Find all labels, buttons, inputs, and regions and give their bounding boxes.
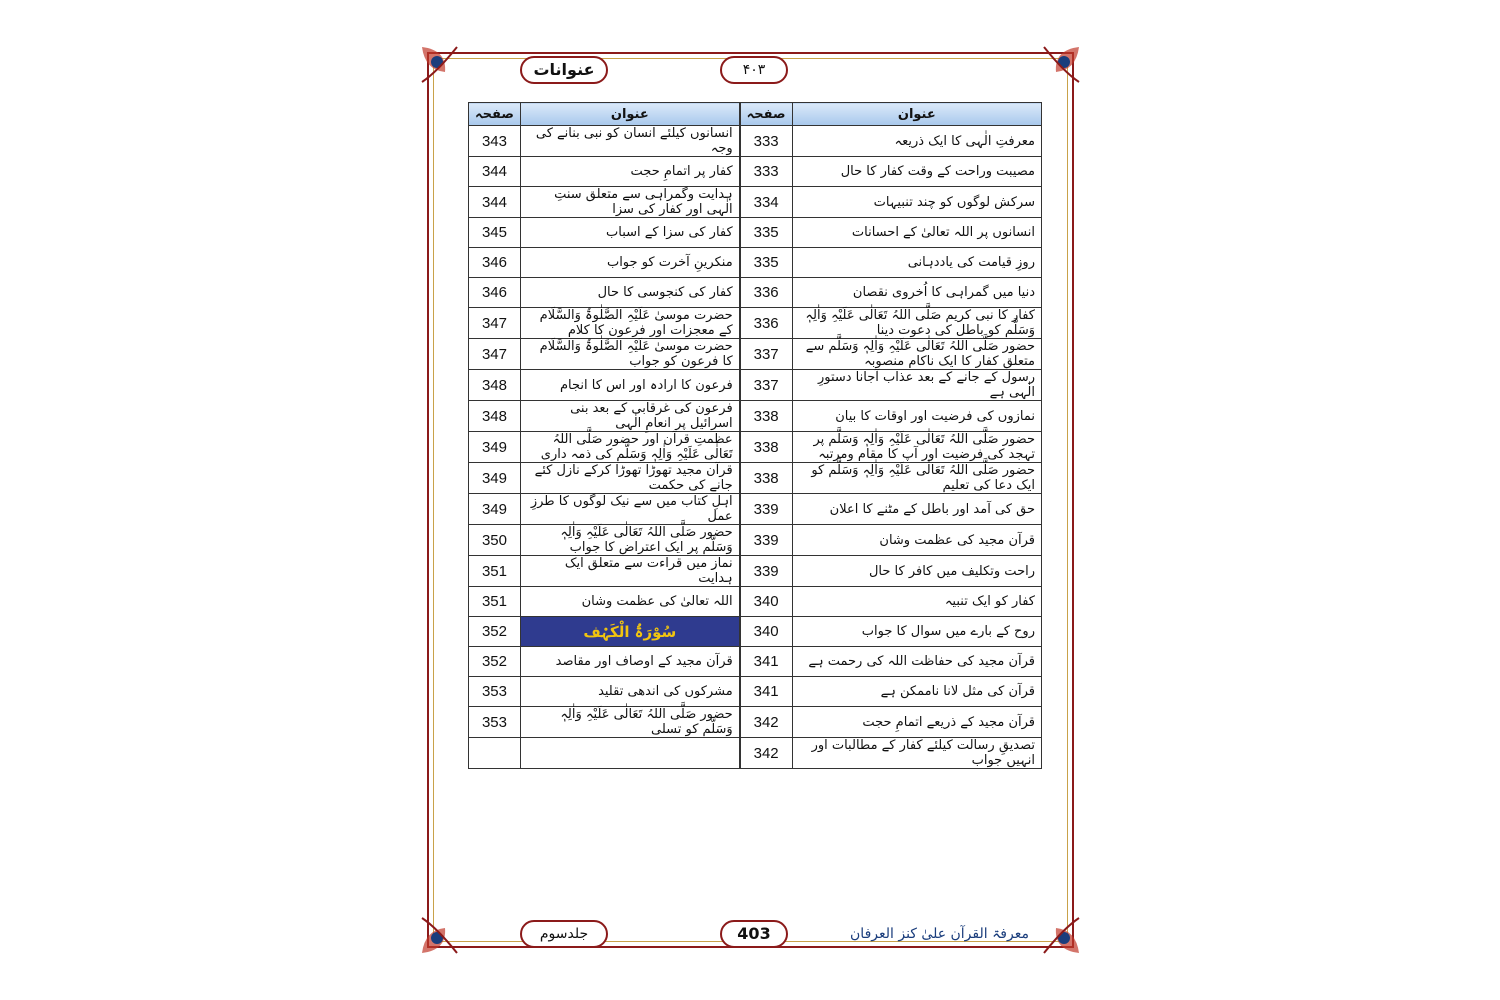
list-item-topic: حضور صَلَّی اللہُ تَعَالٰی عَلَیْہِ وَاٰلِہٖ وَسَلَّم پر تہجد کی فرضیت اور آپ کا مقام ومرتبہ bbox=[792, 432, 1041, 463]
list-item-topic: راحت وتکلیف میں کافر کا حال bbox=[792, 556, 1041, 587]
list-item-topic: حضور صَلَّی اللہُ تَعَالٰی عَلَیْہِ وَاٰلِہٖ وَسَلَّم پر ایک اعتراض کا جواب bbox=[520, 525, 739, 556]
list-item-topic: فرعون کا ارادہ اور اس کا انجام bbox=[520, 370, 739, 401]
list-item-page: 346 bbox=[469, 278, 521, 308]
contents-table bbox=[468, 102, 1042, 769]
list-item-topic: منکرینِ آخرت کو جواب bbox=[520, 248, 739, 278]
list-item-topic: مشرکوں کی اندھی تقلید bbox=[520, 677, 739, 707]
list-item-topic: نمازوں کی فرضیت اور اوقات کا بیان bbox=[792, 401, 1041, 432]
table-row bbox=[469, 370, 1042, 401]
list-item-page: 335 bbox=[740, 218, 792, 248]
header-page: صفحہ bbox=[469, 103, 521, 126]
list-item-page: 350 bbox=[469, 525, 521, 556]
list-item-page: 343 bbox=[469, 126, 521, 157]
list-item-topic: کفار کی سزا کے اسباب bbox=[520, 218, 739, 248]
list-item-topic: قرآن مجید کے اوصاف اور مقاصد bbox=[520, 647, 739, 677]
corner-ornament-icon bbox=[417, 898, 477, 958]
table-row bbox=[469, 248, 1042, 278]
list-item-topic: ہدایت وگمراہی سے متعلق سنتِ الٰہی اور کفار کی سزا bbox=[520, 187, 739, 218]
header-topic: عنوان bbox=[520, 103, 739, 126]
list-item-topic: اہلِ کتاب میں سے نیک لوگوں کا طرزِ عمل bbox=[520, 494, 739, 525]
list-item-page: 341 bbox=[740, 677, 792, 707]
table-row bbox=[469, 278, 1042, 308]
table-header-row bbox=[469, 103, 1042, 126]
table-row bbox=[469, 617, 1042, 647]
header-page: صفحہ bbox=[740, 103, 792, 126]
list-item-page: 347 bbox=[469, 308, 521, 339]
table-row bbox=[469, 126, 1042, 157]
table-row bbox=[469, 432, 1042, 463]
list-item-topic: کفار پر اتمامِ حجت bbox=[520, 157, 739, 187]
list-item-page: 333 bbox=[740, 126, 792, 157]
list-item-page: 352 bbox=[469, 647, 521, 677]
list-item-page: 351 bbox=[469, 556, 521, 587]
list-item-topic: قرآن مجید کی حفاظت اللہ کی رحمت ہے bbox=[792, 647, 1041, 677]
list-item-page: 340 bbox=[740, 617, 792, 647]
list-item-topic: نماز میں قراءت سے متعلق ایک ہدایت bbox=[520, 556, 739, 587]
table-row bbox=[469, 525, 1042, 556]
list-item-page: 342 bbox=[740, 738, 792, 769]
list-item-topic: کفار کو ایک تنبیہ bbox=[792, 587, 1041, 617]
list-item-page: 344 bbox=[469, 157, 521, 187]
list-item-page: 344 bbox=[469, 187, 521, 218]
list-item-page: 334 bbox=[740, 187, 792, 218]
table-row bbox=[469, 738, 1042, 769]
list-item-page: 341 bbox=[740, 647, 792, 677]
list-item-topic: حضرت موسیٰ عَلَیْہِ الصَّلٰوۃُ وَالسَّلَام کا فرعون کو جواب bbox=[520, 339, 739, 370]
list-item-page: 340 bbox=[740, 587, 792, 617]
list-item-page: 348 bbox=[469, 370, 521, 401]
surah-heading: سُوْرَۃُ الْکَہْف bbox=[520, 617, 739, 647]
table-row bbox=[469, 218, 1042, 248]
list-item-topic: حضرت موسیٰ عَلَیْہِ الصَّلٰوۃُ وَالسَّلَام کے معجزات اور فرعون کا کلام bbox=[520, 308, 739, 339]
table-row bbox=[469, 187, 1042, 218]
table-row bbox=[469, 401, 1042, 432]
list-item-page: 336 bbox=[740, 278, 792, 308]
list-item-topic: کفار کا نبی کریم صَلَّی اللہُ تَعَالٰی عَلَیْہِ وَاٰلِہٖ وَسَلَّم کو باطل کی دعوت دینا bbox=[792, 308, 1041, 339]
list-item-topic: رسول کے جانے کے بعد عذاب آجانا دستورِ الٰہی ہے bbox=[792, 370, 1041, 401]
list-item-page bbox=[469, 738, 521, 769]
table-row bbox=[469, 308, 1042, 339]
corner-ornament-icon bbox=[1024, 898, 1084, 958]
list-item-page: 333 bbox=[740, 157, 792, 187]
list-item-page: 349 bbox=[469, 494, 521, 525]
table-row bbox=[469, 677, 1042, 707]
list-item-topic: معرفتِ الٰہی کا ایک ذریعہ bbox=[792, 126, 1041, 157]
list-item-topic: انسانوں کیلئے انسان کو نبی بنانے کی وجہ bbox=[520, 126, 739, 157]
list-item-page: 351 bbox=[469, 587, 521, 617]
list-item-page: 338 bbox=[740, 463, 792, 494]
table-row bbox=[469, 707, 1042, 738]
list-item-topic: روح کے بارے میں سوال کا جواب bbox=[792, 617, 1041, 647]
list-item-page: 338 bbox=[740, 432, 792, 463]
list-item-page: 342 bbox=[740, 707, 792, 738]
list-item-topic: تصدیقِ رسالت کیلئے کفار کے مطالبات اور انہیں جواب bbox=[792, 738, 1041, 769]
list-item-topic: روزِ قیامت کی یاددہانی bbox=[792, 248, 1041, 278]
list-item-topic: قرآن مجید کی عظمت وشان bbox=[792, 525, 1041, 556]
list-item-page: 352 bbox=[469, 617, 521, 647]
list-item-topic: حضور صَلَّی اللہُ تَعَالٰی عَلَیْہِ وَاٰلِہٖ وَسَلَّم سے متعلق کفار کا ایک ناکام منصوبہ bbox=[792, 339, 1041, 370]
list-item-page: 345 bbox=[469, 218, 521, 248]
list-item-page: 347 bbox=[469, 339, 521, 370]
list-item-topic: قرآن کی مثل لانا ناممکن ہے bbox=[792, 677, 1041, 707]
list-item-page: 337 bbox=[740, 339, 792, 370]
list-item-page: 339 bbox=[740, 556, 792, 587]
list-item-topic: حضور صَلَّی اللہُ تَعَالٰی عَلَیْہِ وَاٰلِہٖ وَسَلَّم کو تسلی bbox=[520, 707, 739, 738]
list-item-topic: سرکش لوگوں کو چند تنبیہات bbox=[792, 187, 1041, 218]
corner-ornament-icon bbox=[417, 42, 477, 102]
list-item-page: 353 bbox=[469, 707, 521, 738]
table-row bbox=[469, 463, 1042, 494]
list-item-topic: عظمتِ قرآن اور حضور صَلَّی اللہُ تَعَالٰی عَلَیْہِ وَاٰلِہٖ وَسَلَّم کی ذمہ داری bbox=[520, 432, 739, 463]
page-number-top: ۴۰۳ bbox=[720, 56, 788, 84]
list-item-topic bbox=[520, 738, 739, 769]
page-title: عنوانات bbox=[520, 56, 608, 84]
list-item-topic: فرعون کی غرقابی کے بعد بنی اسرائیل پر انعامِ الٰہی bbox=[520, 401, 739, 432]
list-item-topic: قرآن مجید کے ذریعے اتمامِ حجت bbox=[792, 707, 1041, 738]
list-item-page: 339 bbox=[740, 525, 792, 556]
list-item-topic: مصیبت وراحت کے وقت کفار کا حال bbox=[792, 157, 1041, 187]
list-item-topic: حق کی آمد اور باطل کے مٹنے کا اعلان bbox=[792, 494, 1041, 525]
book-title-logo: معرفۃ القرآن علیٰ کنز العرفان bbox=[850, 926, 1029, 942]
list-item-topic: انسانوں پر اللہ تعالیٰ کے احسانات bbox=[792, 218, 1041, 248]
book-page bbox=[417, 42, 1084, 958]
list-item-topic: دنیا میں گمراہی کا اُخروی نقصان bbox=[792, 278, 1041, 308]
list-item-page: 337 bbox=[740, 370, 792, 401]
page-number-bottom: 403 bbox=[720, 920, 788, 948]
list-item-page: 346 bbox=[469, 248, 521, 278]
volume-label: جلدسوم bbox=[520, 920, 608, 948]
list-item-topic: قرآن مجید تھوڑا تھوڑا کرکے نازل کئے جانے کی حکمت bbox=[520, 463, 739, 494]
table-row bbox=[469, 556, 1042, 587]
list-item-topic: اللہ تعالیٰ کی عظمت وشان bbox=[520, 587, 739, 617]
table-row bbox=[469, 339, 1042, 370]
list-item-topic: حضور صَلَّی اللہُ تَعَالٰی عَلَیْہِ وَاٰلِہٖ وَسَلَّم کو ایک دعا کی تعلیم bbox=[792, 463, 1041, 494]
table-row bbox=[469, 647, 1042, 677]
list-item-page: 349 bbox=[469, 463, 521, 494]
list-item-page: 335 bbox=[740, 248, 792, 278]
header-topic: عنوان bbox=[792, 103, 1041, 126]
list-item-topic: کفار کی کنجوسی کا حال bbox=[520, 278, 739, 308]
list-item-page: 348 bbox=[469, 401, 521, 432]
list-item-page: 336 bbox=[740, 308, 792, 339]
list-item-page: 338 bbox=[740, 401, 792, 432]
corner-ornament-icon bbox=[1024, 42, 1084, 102]
list-item-page: 349 bbox=[469, 432, 521, 463]
list-item-page: 353 bbox=[469, 677, 521, 707]
table-row bbox=[469, 587, 1042, 617]
table-row bbox=[469, 494, 1042, 525]
table-row bbox=[469, 157, 1042, 187]
list-item-page: 339 bbox=[740, 494, 792, 525]
